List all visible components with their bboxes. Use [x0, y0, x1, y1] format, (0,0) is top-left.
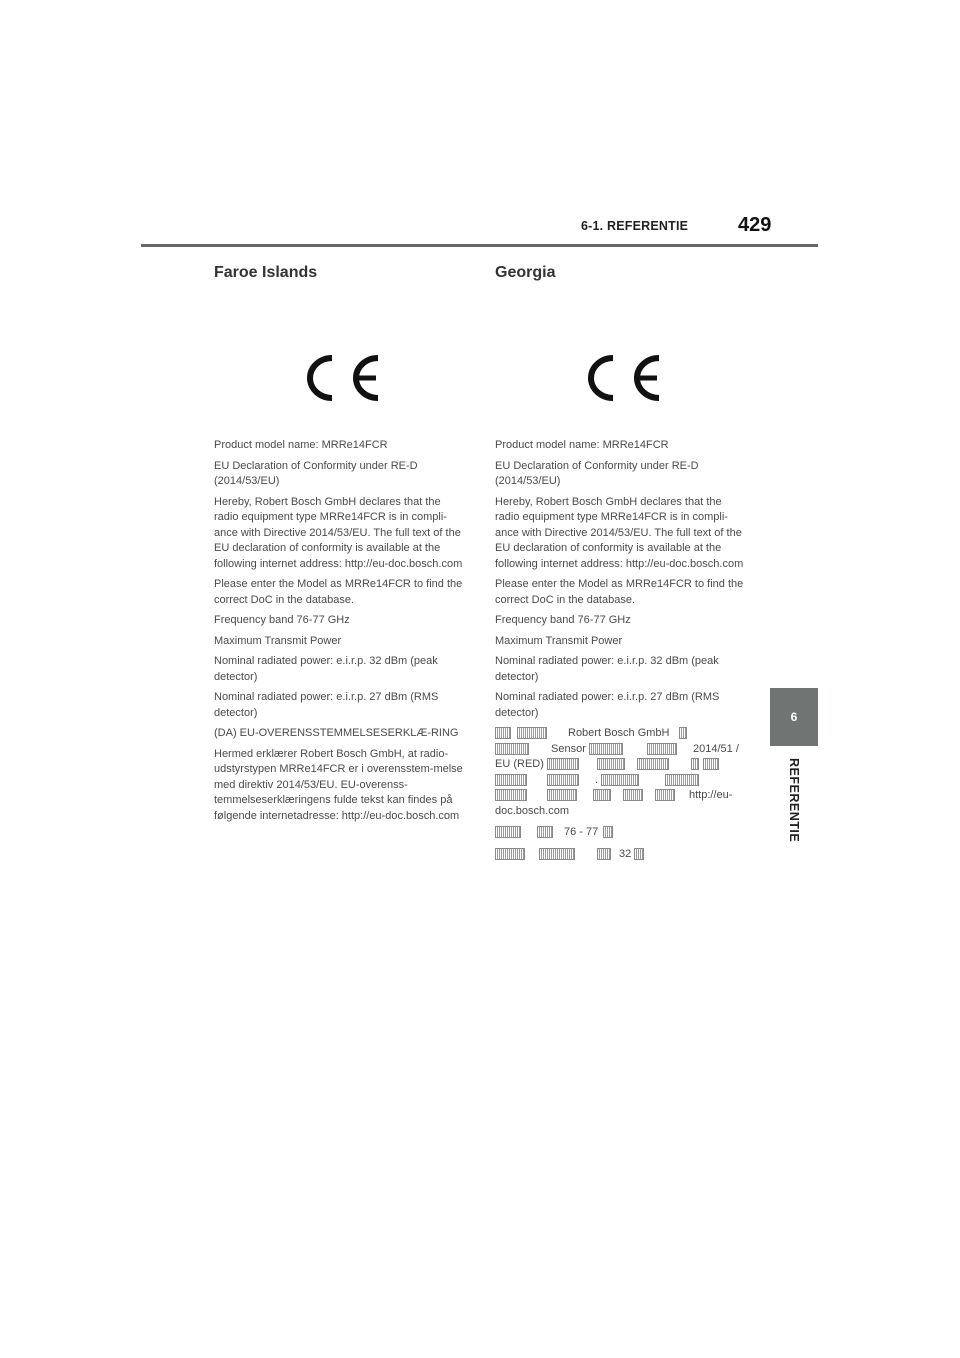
- missing-glyph-box: [623, 789, 643, 801]
- missing-glyph-box: [691, 758, 699, 770]
- chapter-tab-label: REFERENTIE: [787, 758, 801, 843]
- paragraph: Nominal radiated power: e.i.r.p. 27 dBm (RMS detector): [495, 691, 720, 719]
- paragraph: Hermed erklærer Robert Bosch GmbH, at radio-udstyrstypen MRRe14FCR er i overensstem-melse med direktiv 2014/53/EU. EU-overenss-temmelseserklæringens fulde tekst kan findes på følgende internetadresse: http://eu-doc.bosch.com: [214, 747, 463, 822]
- paragraph: EU Declaration of Conformity under RE-D (2014/53/EU): [495, 459, 699, 487]
- missing-glyph-box: [655, 789, 675, 801]
- missing-glyph-box: [703, 758, 719, 770]
- missing-glyph-box: [547, 774, 579, 786]
- missing-glyph-box: [547, 789, 577, 801]
- missing-glyph-box: [679, 727, 687, 739]
- georgian-fragment: Robert Bosch GmbH: [568, 727, 670, 739]
- ce-mark-area: [495, 288, 747, 438]
- missing-glyph-box: [495, 774, 527, 786]
- ce-mark-icon: [577, 348, 663, 408]
- georgian-fragment: Sensor: [551, 742, 586, 755]
- georgian-fragment: http://eu-: [689, 789, 733, 801]
- georgian-line: [495, 825, 747, 841]
- missing-glyph-box: [603, 826, 613, 838]
- paragraph: Please enter the Model as MRRe14FCR to find the correct DoC in the database.: [214, 578, 463, 606]
- georgian-fragment: doc.bosch.com: [495, 804, 569, 817]
- paragraph: Maximum Transmit Power: [214, 634, 342, 647]
- missing-glyph-box: [539, 848, 575, 860]
- missing-glyph-box: [495, 743, 529, 755]
- paragraph: Product model name: MRRe14FCR: [214, 439, 388, 451]
- ce-mark-area: [214, 288, 466, 438]
- paragraph: Maximum Transmit Power: [495, 634, 623, 647]
- georgian-line: [495, 742, 747, 758]
- missing-glyph-box: [601, 774, 639, 786]
- paragraph: EU Declaration of Conformity under RE-D (2014/53/EU): [214, 459, 418, 487]
- missing-glyph-box: [634, 848, 644, 860]
- missing-glyph-box: [517, 727, 547, 739]
- missing-glyph-box: [495, 727, 511, 739]
- paragraph: (DA) EU-OVERENSSTEMMELSESERKLÆ-RING: [214, 727, 459, 739]
- missing-glyph-box: [647, 743, 677, 755]
- georgian-fragment: EU (RED): [495, 758, 544, 770]
- paragraph: Please enter the Model as MRRe14FCR to find the correct DoC in the database.: [495, 578, 744, 606]
- ce-mark-icon: [296, 348, 382, 408]
- missing-glyph-box: [495, 826, 521, 838]
- georgian-fragment: 76 - 77: [564, 826, 599, 838]
- running-header-section: 6-1. REFERENTIE: [581, 219, 689, 233]
- missing-glyph-box: [637, 758, 669, 770]
- missing-glyph-box: [495, 848, 525, 860]
- paragraph: Hereby, Robert Bosch GmbH declares that the radio equipment type MRRe14FCR is in compli-ance with Directive 2014/53/EU. The full text of the EU declaration of conformity is available at the following internet address: http://eu-doc.bosch.com: [214, 495, 463, 570]
- georgian-line: [495, 726, 747, 742]
- georgia-column: [495, 264, 747, 862]
- chapter-tab-number: 6: [790, 710, 798, 724]
- page-number: 429: [738, 214, 772, 236]
- faroe-islands-column: [214, 264, 466, 829]
- missing-glyph-box: [593, 789, 611, 801]
- missing-glyph-box: [597, 758, 625, 770]
- paragraph: Frequency band 76-77 GHz: [214, 614, 350, 626]
- paragraph: Nominal radiated power: e.i.r.p. 32 dBm (peak detector): [214, 655, 438, 683]
- missing-glyph-box: [537, 826, 553, 838]
- georgian-line: [495, 788, 747, 804]
- georgian-fragment: .: [595, 773, 599, 786]
- georgian-fragment: 32: [619, 847, 632, 860]
- georgian-declaration: [495, 726, 747, 862]
- missing-glyph-box: [589, 743, 623, 755]
- paragraph: Nominal radiated power: e.i.r.p. 27 dBm (RMS detector): [214, 691, 439, 719]
- paragraph: Frequency band 76-77 GHz: [495, 614, 631, 626]
- missing-glyph-box: [597, 848, 611, 860]
- missing-glyph-box: [495, 789, 527, 801]
- georgian-line: [495, 847, 747, 863]
- georgian-line: [495, 757, 747, 773]
- georgian-line: [495, 804, 747, 820]
- georgian-fragment: 2014/51 /: [693, 742, 739, 755]
- section-title: Georgia: [495, 264, 556, 281]
- header-divider: [141, 244, 818, 247]
- chapter-tab: [770, 688, 818, 746]
- section-title: Faroe Islands: [214, 264, 318, 281]
- georgian-line: [495, 773, 747, 789]
- paragraph: Nominal radiated power: e.i.r.p. 32 dBm (peak detector): [495, 655, 719, 683]
- missing-glyph-box: [665, 774, 699, 786]
- paragraph: Hereby, Robert Bosch GmbH declares that the radio equipment type MRRe14FCR is in compli-ance with Directive 2014/53/EU. The full text of the EU declaration of conformity is available at the following internet address: http://eu-doc.bosch.com: [495, 495, 744, 570]
- missing-glyph-box: [547, 758, 579, 770]
- paragraph: Product model name: MRRe14FCR: [495, 439, 669, 451]
